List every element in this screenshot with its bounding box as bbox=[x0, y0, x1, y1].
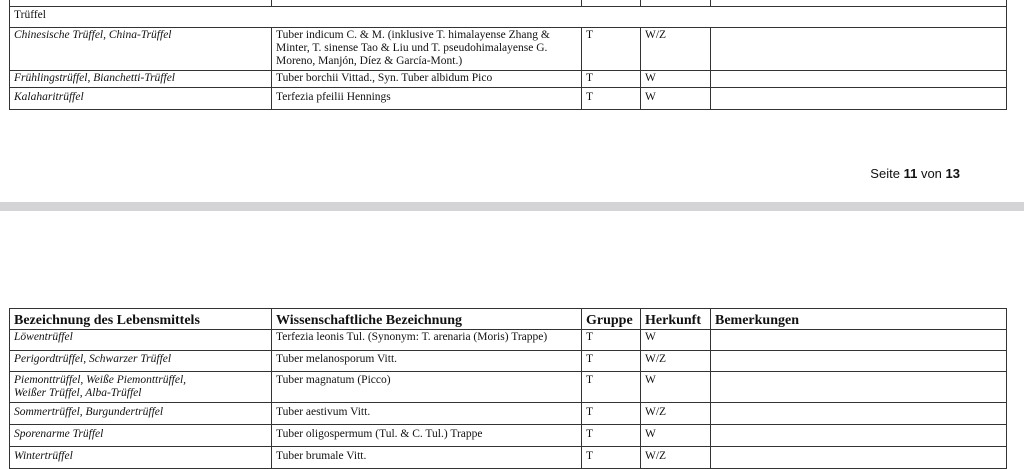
cell-name: Kalaharitrüffel bbox=[10, 88, 272, 110]
cell-group: T bbox=[582, 351, 641, 372]
food-table bbox=[9, 308, 1007, 469]
cell-name: Piemonttrüffel, Weiße Piemonttrüffel, Weißer Trüffel, Alba-Trüffel bbox=[10, 372, 272, 403]
page-separator: von bbox=[920, 166, 942, 181]
cell-origin: W bbox=[641, 330, 711, 351]
header-name: Bezeichnung des Lebensmittels bbox=[10, 309, 272, 330]
cell-scientific: Terfezia pfeilii Hennings bbox=[272, 88, 582, 110]
page-break-gap bbox=[0, 202, 1024, 211]
cell-name: Sommertrüffel, Burgundertrüffel bbox=[10, 403, 272, 425]
table-row bbox=[10, 28, 1007, 71]
cell-name: Wintertrüffel bbox=[10, 447, 272, 469]
page-prefix: Seite bbox=[870, 166, 900, 181]
cell-remarks bbox=[711, 425, 1007, 447]
table-row bbox=[10, 71, 1007, 88]
cell-remarks bbox=[711, 71, 1007, 88]
cell-origin: W/Z bbox=[641, 28, 711, 71]
cell-remarks bbox=[711, 447, 1007, 469]
cell-group: T bbox=[582, 372, 641, 403]
cell-scientific: Tuber aestivum Vitt. bbox=[272, 403, 582, 425]
table-row bbox=[10, 425, 1007, 447]
cell-origin: W bbox=[641, 88, 711, 110]
cell-scientific: Tuber magnatum (Picco) bbox=[272, 372, 582, 403]
cell-scientific: Tuber melanosporum Vitt. bbox=[272, 351, 582, 372]
cell-remarks bbox=[711, 403, 1007, 425]
table-row bbox=[10, 403, 1007, 425]
table-row bbox=[10, 447, 1007, 469]
cell-name: Perigordtrüffel, Schwarzer Trüffel bbox=[10, 351, 272, 372]
cell-scientific: Tuber indicum C. & M. (inklusive T. himalayense Zhang & Minter, T. sinense Tao & Liu und T. pseudohimalayense G. Moreno, Manjón, Díez & García-Mont.) bbox=[272, 28, 582, 71]
cell-group: T bbox=[582, 403, 641, 425]
food-table-continued bbox=[9, 0, 1007, 110]
cell-origin: W bbox=[641, 71, 711, 88]
cell-scientific: Tuber brumale Vitt. bbox=[272, 447, 582, 469]
cell-scientific: Terfezia leonis Tul. (Synonym: T. arenaria (Moris) Trappe) bbox=[272, 330, 582, 351]
cell-remarks bbox=[711, 28, 1007, 71]
cell-name: Sporenarme Trüffel bbox=[10, 425, 272, 447]
cell-origin: W bbox=[641, 372, 711, 403]
table-row bbox=[10, 88, 1007, 110]
cell-origin: W/Z bbox=[641, 403, 711, 425]
cell-remarks bbox=[711, 351, 1007, 372]
cell-origin: W bbox=[641, 425, 711, 447]
header-origin: Herkunft bbox=[641, 309, 711, 330]
cell-remarks bbox=[711, 372, 1007, 403]
group-title-truffles: Trüffel bbox=[10, 7, 1007, 28]
cell-scientific: Tuber borchii Vittad., Syn. Tuber albidum Pico bbox=[272, 71, 582, 88]
cell-remarks bbox=[711, 330, 1007, 351]
cell-group: T bbox=[582, 28, 641, 71]
cell-name: Frühlingstrüffel, Bianchetti-Trüffel bbox=[10, 71, 272, 88]
page-number bbox=[870, 166, 960, 181]
page-current: 11 bbox=[903, 166, 918, 181]
header-group: Gruppe bbox=[582, 309, 641, 330]
table-group-row bbox=[10, 7, 1007, 28]
header-remarks: Bemerkungen bbox=[711, 309, 1007, 330]
header-scientific: Wissenschaftliche Bezeichnung bbox=[272, 309, 582, 330]
cell-group: T bbox=[582, 71, 641, 88]
table-row bbox=[10, 330, 1007, 351]
cell-origin: W/Z bbox=[641, 447, 711, 469]
cell-remarks bbox=[711, 88, 1007, 110]
cell-name: Löwentrüffel bbox=[10, 330, 272, 351]
page-total: 13 bbox=[945, 166, 960, 181]
table-header-row bbox=[10, 309, 1007, 330]
table-row bbox=[10, 351, 1007, 372]
cell-group: T bbox=[582, 447, 641, 469]
cell-group: T bbox=[582, 330, 641, 351]
cell-group: T bbox=[582, 88, 641, 110]
cell-group: T bbox=[582, 425, 641, 447]
cell-origin: W/Z bbox=[641, 351, 711, 372]
cell-name: Chinesische Trüffel, China-Trüffel bbox=[10, 28, 272, 71]
table-row bbox=[10, 372, 1007, 403]
cell-scientific: Tuber oligospermum (Tul. & C. Tul.) Trappe bbox=[272, 425, 582, 447]
